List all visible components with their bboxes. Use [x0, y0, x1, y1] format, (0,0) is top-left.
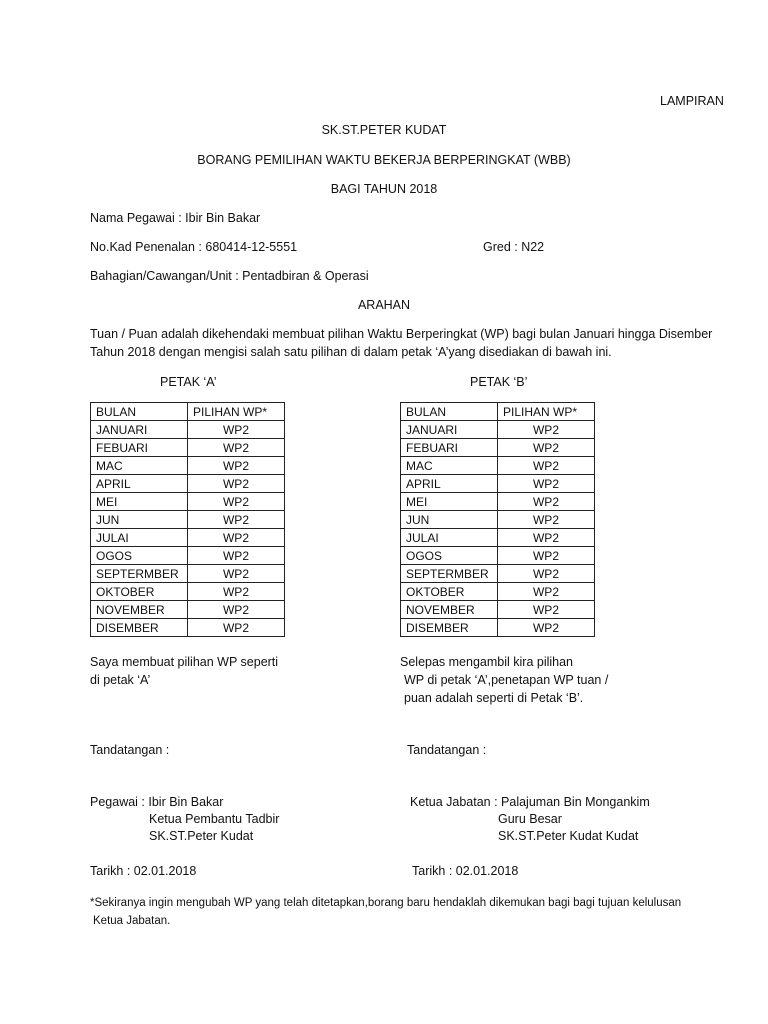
right-signer-title: Guru Besar: [498, 812, 562, 826]
petak-b-table: [400, 402, 595, 637]
month-cell: OGOS: [91, 547, 188, 565]
month-cell: MEI: [91, 493, 188, 511]
instructions-heading: ARAHAN: [357, 298, 411, 312]
table-row: [401, 565, 595, 583]
column-header-month: BULAN: [401, 403, 498, 421]
wp-choice-cell: WP2: [188, 493, 285, 511]
attachment-label: LAMPIRAN: [660, 94, 724, 108]
wp-choice-cell: WP2: [498, 529, 595, 547]
table-row: [401, 457, 595, 475]
wp-choice-cell: WP2: [498, 547, 595, 565]
month-cell: FEBUARI: [401, 439, 498, 457]
table-row: [401, 511, 595, 529]
petak-b-label: PETAK ‘B’: [470, 375, 528, 389]
table-row: [91, 565, 285, 583]
table-row: [401, 529, 595, 547]
wp-choice-cell: WP2: [188, 619, 285, 637]
table-row: [91, 511, 285, 529]
left-statement-line-2: di petak ‘A’: [90, 673, 151, 687]
school-name: SK.ST.PETER KUDAT: [321, 123, 447, 137]
wp-choice-cell: WP2: [188, 529, 285, 547]
table-row: [91, 529, 285, 547]
wp-choice-cell: WP2: [498, 457, 595, 475]
wp-choice-cell: WP2: [498, 601, 595, 619]
right-statement-line-2: WP di petak ‘A’,penetapan WP tuan /: [404, 673, 609, 687]
left-signer-school: SK.ST.Peter Kudat: [149, 829, 254, 843]
column-header-choice: PILIHAN WP*: [498, 403, 595, 421]
wp-choice-cell: WP2: [498, 439, 595, 457]
footnote-line-1: *Sekiranya ingin mengubah WP yang telah ditetapkan,borang baru hendaklah dikemukan bagi bagi tujuan kelulusan: [90, 897, 682, 909]
left-signer-date: Tarikh : 02.01.2018: [90, 864, 197, 878]
table-row: [401, 475, 595, 493]
month-cell: JANUARI: [91, 421, 188, 439]
wp-choice-cell: WP2: [188, 439, 285, 457]
wp-choice-cell: WP2: [188, 583, 285, 601]
left-signature-label: Tandatangan :: [90, 743, 170, 757]
table-row: [91, 547, 285, 565]
right-statement-line-1: Selepas mengambil kira pilihan: [400, 655, 574, 669]
form-title: BORANG PEMILIHAN WAKTU BEKERJA BERPERINGKAT (WBB): [197, 153, 571, 167]
table-row: [91, 493, 285, 511]
employee-name: Nama Pegawai : Ibir Bin Bakar: [90, 211, 261, 225]
employee-unit: Bahagian/Cawangan/Unit : Pentadbiran & Operasi: [90, 269, 369, 283]
wp-choice-cell: WP2: [498, 565, 595, 583]
right-signer-school: SK.ST.Peter Kudat Kudat: [498, 829, 639, 843]
month-cell: MAC: [401, 457, 498, 475]
table-row: [401, 421, 595, 439]
month-cell: NOVEMBER: [91, 601, 188, 619]
month-cell: OGOS: [401, 547, 498, 565]
table-row: [91, 439, 285, 457]
month-cell: OKTOBER: [91, 583, 188, 601]
employee-grade: Gred : N22: [483, 240, 545, 254]
month-cell: APRIL: [401, 475, 498, 493]
left-signer-name: Pegawai : Ibir Bin Bakar: [90, 795, 224, 809]
month-cell: JUN: [91, 511, 188, 529]
month-cell: APRIL: [91, 475, 188, 493]
month-cell: JULAI: [91, 529, 188, 547]
petak-a-table: [90, 402, 285, 637]
month-cell: NOVEMBER: [401, 601, 498, 619]
table-header-row: [91, 403, 285, 421]
month-cell: DISEMBER: [91, 619, 188, 637]
wp-choice-cell: WP2: [188, 457, 285, 475]
table-row: [401, 619, 595, 637]
wp-choice-cell: WP2: [188, 511, 285, 529]
right-signature-label: Tandatangan :: [407, 743, 487, 757]
petak-a-label: PETAK ‘A’: [160, 375, 217, 389]
wp-choice-cell: WP2: [498, 583, 595, 601]
table-row: [91, 619, 285, 637]
left-statement-line-1: Saya membuat pilihan WP seperti: [90, 655, 279, 669]
month-cell: JULAI: [401, 529, 498, 547]
month-cell: SEPTERMBER: [91, 565, 188, 583]
instructions-line-2: Tahun 2018 dengan mengisi salah satu pilihan di dalam petak ‘A’yang disediakan di bawah ini.: [90, 345, 612, 359]
column-header-choice: PILIHAN WP*: [188, 403, 285, 421]
right-signer-date: Tarikh : 02.01.2018: [412, 864, 519, 878]
wp-choice-cell: WP2: [498, 493, 595, 511]
wp-choice-cell: WP2: [188, 547, 285, 565]
right-statement-line-3: puan adalah seperti di Petak ‘B’.: [404, 691, 584, 705]
employee-ic: No.Kad Penenalan : 680414-12-5551: [90, 240, 298, 254]
table-row: [401, 439, 595, 457]
left-signer-title: Ketua Pembantu Tadbir: [149, 812, 280, 826]
table-row: [91, 475, 285, 493]
month-cell: DISEMBER: [401, 619, 498, 637]
right-signer-name: Ketua Jabatan : Palajuman Bin Mongankim: [410, 795, 650, 809]
wp-choice-cell: WP2: [188, 601, 285, 619]
table-row: [401, 547, 595, 565]
table-row: [91, 583, 285, 601]
month-cell: SEPTERMBER: [401, 565, 498, 583]
wp-choice-cell: WP2: [188, 565, 285, 583]
month-cell: JUN: [401, 511, 498, 529]
month-cell: MAC: [91, 457, 188, 475]
table-row: [91, 457, 285, 475]
wp-choice-cell: WP2: [498, 421, 595, 439]
month-cell: OKTOBER: [401, 583, 498, 601]
column-header-month: BULAN: [91, 403, 188, 421]
wp-choice-cell: WP2: [498, 475, 595, 493]
wp-choice-cell: WP2: [188, 421, 285, 439]
year-line: BAGI TAHUN 2018: [330, 182, 438, 196]
month-cell: MEI: [401, 493, 498, 511]
footnote-line-2: Ketua Jabatan.: [93, 915, 171, 927]
table-row: [91, 601, 285, 619]
table-row: [401, 493, 595, 511]
table-row: [401, 601, 595, 619]
instructions-line-1: Tuan / Puan adalah dikehendaki membuat pilihan Waktu Berperingkat (WP) bagi bulan Januari hingga Disember: [90, 327, 713, 341]
table-row: [401, 583, 595, 601]
wp-choice-cell: WP2: [498, 511, 595, 529]
table-header-row: [401, 403, 595, 421]
month-cell: FEBUARI: [91, 439, 188, 457]
wp-choice-cell: WP2: [188, 475, 285, 493]
month-cell: JANUARI: [401, 421, 498, 439]
table-row: [91, 421, 285, 439]
wp-choice-cell: WP2: [498, 619, 595, 637]
